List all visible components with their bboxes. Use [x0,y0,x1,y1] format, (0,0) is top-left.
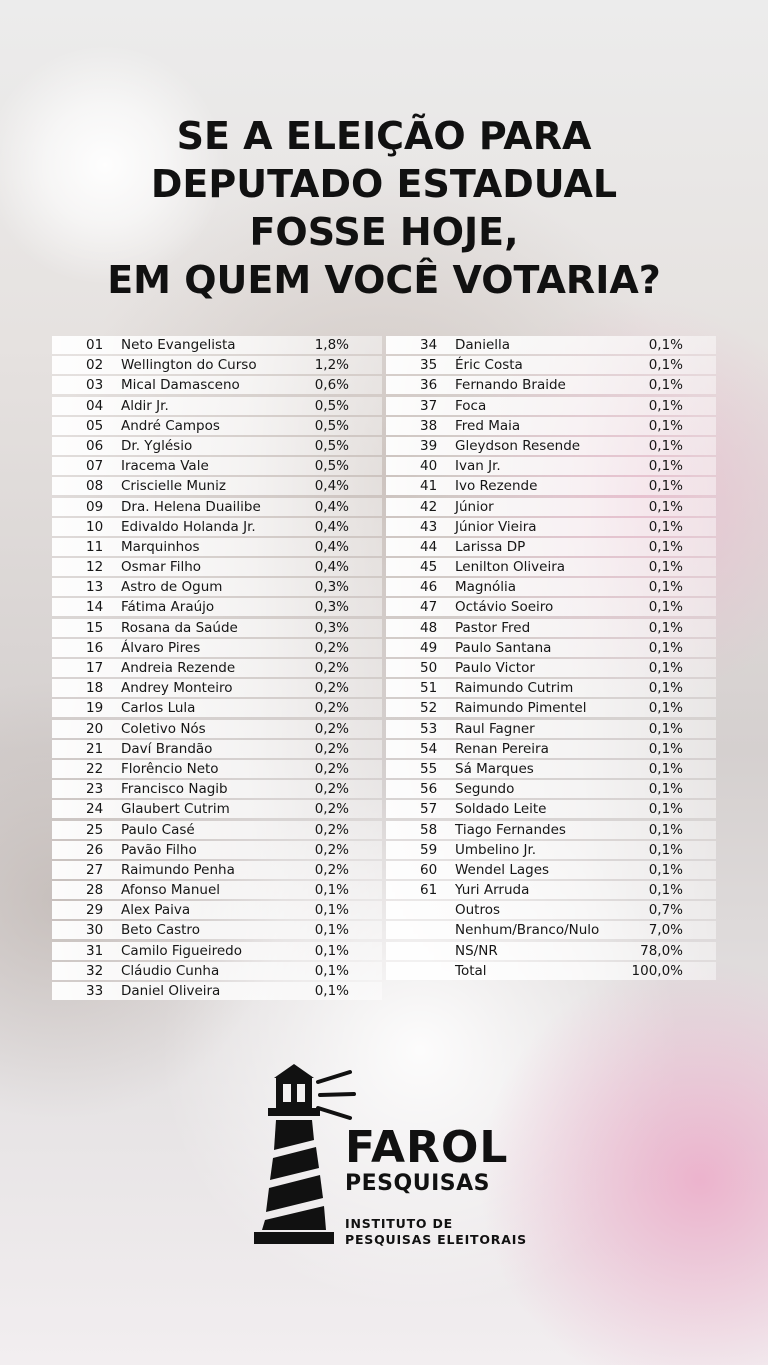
candidate-name: Paulo Victor [455,660,535,676]
table-row [52,720,382,738]
table-row [386,921,716,939]
candidate-name: Umbelino Jr. [455,841,537,858]
results-column-left [52,336,382,1002]
candidate-number: 34 [420,337,438,353]
vote-percentage: 0,1% [648,397,683,414]
candidate-number: 22 [86,760,104,777]
title-line-1: SE A ELEIÇÃO PARA [176,114,592,158]
table-row [52,699,382,717]
table-row [52,881,382,899]
results-column-right [386,336,716,982]
vote-percentage: 0,1% [648,700,683,717]
candidate-number: 55 [420,760,438,777]
table-row [386,477,716,495]
candidate-name: Florêncio Neto [121,760,219,777]
candidate-name: Daniel Oliveira [121,983,221,999]
candidate-name: Magnólia [455,579,517,596]
vote-percentage: 0,1% [648,639,683,656]
vote-percentage: 0,2% [314,720,349,737]
vote-percentage: 0,5% [314,397,349,414]
candidate-name: Marquinhos [121,538,200,555]
candidate-number: 17 [86,660,104,676]
table-row [386,397,716,415]
candidate-name: Gleydson Resende [455,437,581,454]
vote-percentage: 0,1% [648,841,683,858]
vote-percentage: 0,3% [314,579,349,596]
table-row [386,800,716,818]
vote-percentage: 0,1% [648,882,683,899]
table-row [386,376,716,394]
table-row [52,679,382,697]
candidate-name: Nenhum/Branco/Nulo [455,922,600,939]
vote-percentage: 0,1% [314,962,349,979]
candidate-number: 35 [420,357,438,374]
candidate-number: 19 [86,700,104,717]
candidate-number: 36 [420,377,438,394]
vote-percentage: 0,1% [648,498,683,515]
vote-percentage: 0,1% [314,983,349,999]
candidate-name: Andrey Monteiro [121,680,233,697]
vote-percentage: 0,1% [648,619,683,636]
table-row [52,962,382,980]
vote-percentage: 0,1% [648,740,683,757]
table-row [386,962,716,980]
vote-percentage: 0,1% [314,942,349,959]
candidate-number: 44 [420,538,438,555]
candidate-name: Pastor Fred [455,619,531,636]
table-row [386,598,716,616]
vote-percentage: 0,2% [314,639,349,656]
candidate-number: 24 [86,801,104,818]
candidate-number: 27 [86,861,104,878]
candidate-number: 06 [86,437,104,454]
candidate-number: 12 [86,559,104,576]
table-row [52,376,382,394]
vote-percentage: 0,2% [314,841,349,858]
candidate-name: Ivan Jr. [455,458,501,475]
candidate-number: 31 [86,942,104,959]
candidate-number: 56 [420,781,438,798]
candidate-name: Lenilton Oliveira [455,559,566,576]
table-row [386,679,716,697]
table-row [386,457,716,475]
vote-percentage: 0,1% [314,922,349,939]
candidate-name: Álvaro Pires [121,639,201,656]
candidate-name: Criscielle Muniz [121,478,226,495]
vote-percentage: 0,2% [314,660,349,676]
candidate-number: 26 [86,841,104,858]
candidate-name: Fernando Braide [455,377,566,394]
candidate-name: Edivaldo Holanda Jr. [121,518,256,535]
candidate-number: 02 [86,357,104,374]
brand-tagline-line-2: PESQUISAS ELEITORAIS [345,1232,527,1247]
candidate-name: Raul Fagner [455,720,535,737]
table-row [52,942,382,960]
candidate-name: Júnior Vieira [455,518,537,535]
candidate-name: Foca [455,397,487,414]
table-row [52,659,382,677]
candidate-name: Carlos Lula [121,700,196,717]
brand-subname: PESQUISAS [345,1171,490,1196]
candidate-name: Raimundo Penha [121,861,235,878]
candidate-name: Segundo [455,781,515,798]
candidate-number: 14 [86,599,104,616]
candidate-number: 49 [420,639,438,656]
candidate-number: 42 [420,498,438,515]
candidate-name: Astro de Ogum [121,579,223,596]
candidate-number: 16 [86,639,104,656]
candidate-name: Fátima Araújo [121,599,215,616]
vote-percentage: 0,2% [314,680,349,697]
vote-percentage: 0,1% [648,599,683,616]
vote-percentage: 0,2% [314,801,349,818]
table-row [386,498,716,516]
vote-percentage: 0,2% [314,760,349,777]
table-row [52,397,382,415]
candidate-name: Cláudio Cunha [121,962,220,979]
brand-tagline [345,1216,527,1248]
candidate-name: Beto Castro [121,922,200,939]
vote-percentage: 0,3% [314,619,349,636]
candidate-number: 60 [420,861,438,878]
table-row [52,921,382,939]
table-row [52,841,382,859]
table-row [52,498,382,516]
table-row [386,821,716,839]
vote-percentage: 0,6% [314,377,349,394]
vote-percentage: 0,1% [314,902,349,919]
candidate-name: Glaubert Cutrim [121,801,230,818]
vote-percentage: 0,2% [314,700,349,717]
vote-percentage: 0,5% [314,417,349,434]
candidate-name: Raimundo Cutrim [455,680,574,697]
candidate-number: 53 [420,720,438,737]
title-line-4: EM QUEM VOCÊ VOTARIA? [107,258,661,302]
candidate-number: 57 [420,801,438,818]
candidate-name: Fred Maia [455,417,521,434]
table-row [386,417,716,435]
candidate-number: 28 [86,882,104,899]
vote-percentage: 0,2% [314,861,349,878]
table-row [386,720,716,738]
candidate-number: 41 [420,478,438,495]
table-row [52,639,382,657]
candidate-number: 51 [420,680,438,697]
candidate-number: 10 [86,518,104,535]
vote-percentage: 0,2% [314,781,349,798]
candidate-number: 30 [86,922,104,939]
vote-percentage: 0,5% [314,437,349,454]
candidate-number: 40 [420,458,438,475]
vote-percentage: 0,1% [648,357,683,374]
candidate-number: 07 [86,458,104,475]
candidate-number: 13 [86,579,104,596]
candidate-name: Neto Evangelista [121,337,236,353]
title-line-3: FOSSE HOJE, [249,210,519,254]
table-row [52,740,382,758]
candidate-number: 61 [420,882,438,899]
table-row [386,699,716,717]
candidate-number: 21 [86,740,104,757]
table-row [52,619,382,637]
table-row [386,336,716,354]
candidate-number: 32 [86,962,104,979]
vote-percentage: 100,0% [631,962,683,979]
table-row [52,800,382,818]
candidate-name: Daví Brandão [121,740,213,757]
candidate-number: 39 [420,437,438,454]
candidate-number: 15 [86,619,104,636]
candidate-name: Wellington do Curso [121,357,257,374]
candidate-number: 08 [86,478,104,495]
table-row [386,538,716,556]
vote-percentage: 0,1% [648,579,683,596]
table-row [52,901,382,919]
candidate-name: Renan Pereira [455,740,549,757]
candidate-name: Afonso Manuel [121,882,220,899]
candidate-number: 04 [86,397,104,414]
table-row [386,356,716,374]
vote-percentage: 0,1% [648,760,683,777]
vote-percentage: 0,3% [314,599,349,616]
vote-percentage: 7,0% [648,922,683,939]
candidate-number: 45 [420,559,438,576]
candidate-number: 47 [420,599,438,616]
candidate-number: 48 [420,619,438,636]
candidate-name: Octávio Soeiro [455,599,554,616]
table-row [52,518,382,536]
candidate-name: Rosana da Saúde [121,619,238,636]
candidate-name: Francisco Nagib [121,781,228,798]
candidate-number: 58 [420,821,438,838]
table-row [52,821,382,839]
brand-tagline-line-1: INSTITUTO DE [345,1216,453,1231]
table-row [52,598,382,616]
table-row [52,538,382,556]
candidate-number: 46 [420,579,438,596]
vote-percentage: 0,4% [314,498,349,515]
vote-percentage: 0,5% [314,458,349,475]
candidate-name: Yuri Arruda [455,882,530,899]
candidate-number: 33 [86,983,104,999]
candidate-number: 29 [86,902,104,919]
brand-name: FAROL [345,1122,509,1173]
vote-percentage: 0,2% [314,821,349,838]
vote-percentage: 0,1% [648,781,683,798]
table-row [52,780,382,798]
table-row [52,760,382,778]
candidate-name: Dra. Helena Duailibe [121,498,261,515]
table-row [386,437,716,455]
table-row [386,518,716,536]
candidate-number: 25 [86,821,104,838]
vote-percentage: 0,1% [648,680,683,697]
table-row [386,740,716,758]
candidate-name: Éric Costa [455,357,523,374]
candidate-name: Paulo Santana [455,639,552,656]
page-title [0,112,768,304]
vote-percentage: 0,1% [648,538,683,555]
table-row [386,619,716,637]
table-row [386,639,716,657]
table-row [386,578,716,596]
candidate-number: 03 [86,377,104,394]
vote-percentage: 0,1% [648,377,683,394]
table-row [386,841,716,859]
candidate-number: 59 [420,841,438,858]
candidate-name: Soldado Leite [455,801,547,818]
candidate-name: NS/NR [455,942,498,959]
candidate-number: 01 [86,337,104,353]
table-row [52,982,382,1000]
candidate-name: Alex Paiva [121,902,191,919]
vote-percentage: 0,4% [314,518,349,535]
vote-percentage: 1,8% [314,337,349,353]
vote-percentage: 0,4% [314,538,349,555]
vote-percentage: 0,1% [648,720,683,737]
brand-block [345,1122,527,1248]
vote-percentage: 0,1% [648,458,683,475]
table-row [52,558,382,576]
table-row [52,861,382,879]
vote-percentage: 0,1% [648,861,683,878]
candidate-name: Coletivo Nós [121,720,206,737]
candidate-number: 09 [86,498,104,515]
candidate-name: Ivo Rezende [455,478,538,495]
table-row [52,578,382,596]
candidate-name: Mical Damasceno [121,377,240,394]
candidate-name: Sá Marques [455,760,534,777]
candidate-name: Camilo Figueiredo [121,942,243,959]
candidate-number: 11 [86,538,104,555]
vote-percentage: 0,2% [314,740,349,757]
vote-percentage: 0,1% [648,821,683,838]
table-row [52,477,382,495]
table-row [386,881,716,899]
vote-percentage: 78,0% [640,942,683,959]
candidate-name: Osmar Filho [121,559,202,576]
vote-percentage: 0,1% [648,437,683,454]
candidate-number: 38 [420,417,438,434]
table-row [52,356,382,374]
candidate-name: Aldir Jr. [121,397,169,414]
candidate-number: 52 [420,700,438,717]
candidate-number: 23 [86,781,104,798]
table-row [386,780,716,798]
candidate-name: Larissa DP [455,538,526,555]
candidate-name: Total [455,962,487,979]
candidate-name: Wendel Lages [455,861,550,878]
table-row [52,336,382,354]
table-row [386,659,716,677]
table-row [52,437,382,455]
vote-percentage: 0,1% [314,882,349,899]
vote-percentage: 0,7% [648,902,683,919]
vote-percentage: 1,2% [314,357,349,374]
candidate-name: Pavão Filho [121,841,197,858]
vote-percentage: 0,1% [648,559,683,576]
vote-percentage: 0,1% [648,417,683,434]
candidate-number: 37 [420,397,438,414]
table-row [386,901,716,919]
candidate-number: 54 [420,740,438,757]
candidate-name: Andreia Rezende [121,660,236,676]
vote-percentage: 0,4% [314,559,349,576]
table-row [52,417,382,435]
title-line-2: DEPUTADO ESTADUAL [150,162,618,206]
table-row [52,457,382,475]
candidate-name: André Campos [121,417,220,434]
candidate-name: Paulo Casé [121,821,195,838]
candidate-name: Raimundo Pimentel [455,700,587,717]
candidate-number: 43 [420,518,438,535]
vote-percentage: 0,1% [648,337,683,353]
table-row [386,760,716,778]
table-row [386,861,716,879]
vote-percentage: 0,1% [648,801,683,818]
candidate-name: Iracema Vale [121,458,209,475]
candidate-number: 20 [86,720,104,737]
candidate-number: 50 [420,660,438,676]
vote-percentage: 0,1% [648,518,683,535]
candidate-number: 18 [86,680,104,697]
table-row [386,942,716,960]
vote-percentage: 0,1% [648,660,683,676]
candidate-name: Outros [455,902,501,919]
candidate-name: Tiago Fernandes [455,821,566,838]
vote-percentage: 0,4% [314,478,349,495]
table-row [386,558,716,576]
vote-percentage: 0,1% [648,478,683,495]
candidate-number: 05 [86,417,104,434]
candidate-name: Júnior [455,498,494,515]
candidate-name: Daniella [455,337,511,353]
candidate-name: Dr. Yglésio [121,437,193,454]
